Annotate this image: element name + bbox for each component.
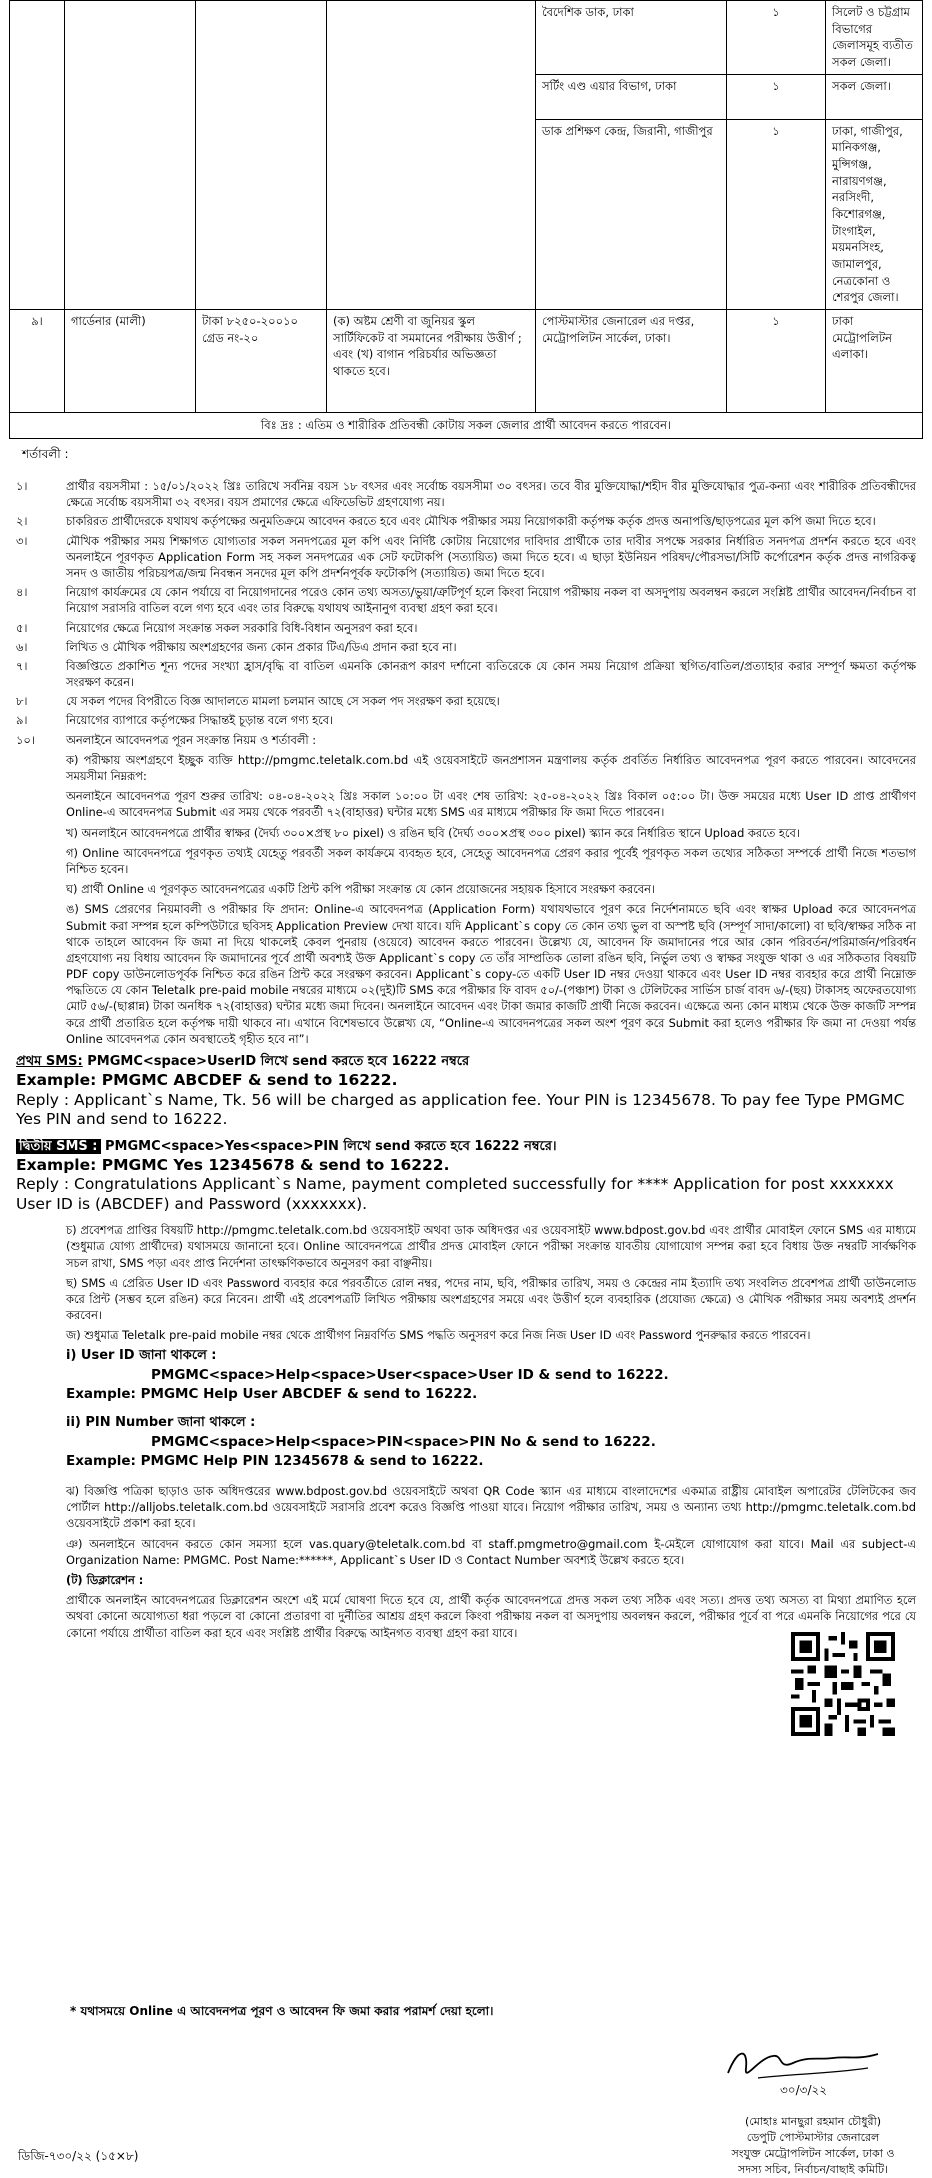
condition-number: ২।	[16, 514, 28, 529]
recover-pin-format: PMGMC<space>Help<space>PIN<space>PIN No & send to 16222.	[151, 1433, 656, 1450]
area-cell: সিলেট ও চট্টগ্রাম বিভাগের জেলাসমূহ ব্যতীত সকল জেলা।	[826, 1, 923, 75]
first-sms-block	[16, 1053, 916, 1130]
condition-item	[16, 658, 916, 690]
posts-table	[9, 0, 923, 439]
recover-user-format: PMGMC<space>Help<space>User<space>User ID & send to 16222.	[151, 1366, 669, 1383]
second-sms-reply: Reply : Congratulations Applicant`s Name, payment completed successfully for **** Application for post xxxxxxx User ID is (ABCDEF) and Password (xxxxxxx).	[16, 1175, 894, 1213]
recover-pin-title: ii) PIN Number জানা থাকলে :	[66, 1415, 256, 1431]
post-cell: গার্ডেনার (মালী)	[65, 310, 196, 413]
online-ka-dates: অনলাইনে আবেদনপত্র পূরণ শুরুর তারিখ: ০৪-০৪-২০২২ খ্রিঃ সকাল ১০:০০ টা এবং শেষ তারিখ: ২৫-০৪-২০২২ খ্রিঃ বিকাল ০৫:০০ টা। উক্ত সময়ের মধ্যে User ID প্রাপ্ত প্রার্থীগণ Online-এ আবেদনপত্র Submit এর সময় থেকে পরবর্তী ৭২(বাহাত্তর) ঘন্টার মধ্যে SMS এর মাধ্যমে পরীক্ষার ফি জমা দিতে পারবেন।	[66, 789, 916, 820]
condition-item	[16, 513, 916, 529]
condition-text: প্রার্থীর বয়সসীমা : ১৫/০১/২০২২ খ্রিঃ তারিখে সর্বনিম্ন বয়স ১৮ বৎসর এবং সর্বোচ্চ বয়সসীমা ৩০ বৎসর। তবে বীর মুক্তিযোদ্ধা/শহীদ বীর মুক্তিযোদ্ধার পুত্র-কন্যা এবং শারীরিক প্রতিবন্ধীদের ক্ষেত্রে সর্বোচ্চ বয়সসীমা ৩২ বৎসর। বয়স প্রমাণের ক্ষেত্রে এফিডেভিট গ্রহণযোগ্য নয়।	[66, 479, 916, 510]
signature-date: ৩০/৩/২২	[780, 2083, 828, 2097]
online-kha: খ) অনলাইনে আবেদনপত্রে প্রার্থীর স্বাক্ষর (দৈর্ঘ্য ৩০০×প্রস্থ ৮০ pixel) ও রঙিন ছবি (দৈর্ঘ্য ৩০০×প্রস্থ ৩০০ pixel) স্ক্যান করে নির্ধারিত স্থানে Upload করতে হবে।	[66, 825, 800, 840]
first-sms-reply: Reply : Applicant`s Name, Tk. 56 will be charged as application fee. Your PIN is 12345678. To pay fee Type PMGMC Yes PIN and send to 16222.	[16, 1090, 905, 1129]
table-row	[10, 310, 923, 413]
condition-item	[16, 639, 916, 655]
count-cell: ১	[727, 310, 826, 413]
condition-item	[16, 533, 916, 582]
condition-item	[16, 712, 916, 728]
signatory-office: সংযুক্ত মেট্রোপলিটন সার্কেল, ঢাকা ও	[731, 2146, 895, 2160]
count-cell: ১	[727, 119, 826, 309]
recover-pin-example: Example: PMGMC Help PIN 12345678 & send to 16222.	[66, 1452, 484, 1469]
footnote: * যথাসময়ে Online এ আবেদনপত্র পূরণ ও আবেদন ফি জমা করার পরামর্শ দেয়া হলো।	[70, 2004, 494, 2018]
condition-text: নিয়োগের ব্যাপারে কর্তৃপক্ষের সিদ্ধান্তই চূড়ান্ত বলে গণ্য হবে।	[66, 713, 334, 728]
second-sms-label: দ্বিতীয় SMS :	[16, 1139, 101, 1154]
office-cell: পোস্টমাস্টার জেনারেল এর দপ্তর, মেট্রোপলিটন সার্কেল, ঢাকা।	[536, 310, 727, 413]
condition-item	[16, 478, 916, 510]
recover-user-example: Example: PMGMC Help User ABCDEF & send to 16222.	[66, 1386, 478, 1403]
signatory-block	[708, 2114, 918, 2178]
condition-text: নিয়োগ কার্যক্রমের যে কোন পর্যায়ে বা নিয়োগদানের পরেও কোন তথ্য অসত্য/ভুয়া/ত্রুটিপূর্ণ হলে কিংবা নিয়োগ পরীক্ষায় নকল বা অসদুপায় অবলম্বন করলে সংশ্লিষ্ট প্রার্থীর আবেদন/নির্বাচন বা নিয়োগ সরাসরি বাতিল বলে গণ্য হবে এবং তার বিরুদ্ধে যথাযথ আইনানুগ ব্যবস্থা গ্রহণ করা হবে।	[66, 585, 916, 616]
first-sms-label: প্রথম SMS:	[16, 1054, 83, 1069]
signature-image	[718, 2038, 898, 2088]
condition-number: ৯।	[16, 713, 28, 728]
first-sms-format: PMGMC<space>UserID লিখে send করতে হবে 16222 নম্বরে	[87, 1054, 470, 1069]
condition-text: বিজ্ঞপ্তিতে প্রকাশিত শূন্য পদের সংখ্যা হ্রাস/বৃদ্ধি বা বাতিল এমনকি কোনরূপ কারণ দর্শানো ব্যতিরেকে যে কোন সময় নিয়োগ প্রক্রিয়া স্থগিত/বাতিল/প্রত্যাহার করার সম্পূর্ণ ক্ষমতা কর্তৃপক্ষ সংরক্ষণ করেন।	[66, 658, 916, 690]
condition-number: ৫।	[16, 620, 28, 635]
recovery-block	[66, 1347, 726, 1471]
condition-item	[16, 620, 916, 636]
online-ga: গ) Online আবেদনপত্রে পূরণকৃত তথ্যই যেহেতু পরবর্তী সকল কার্যক্রমে ব্যবহৃত হবে, সেহেতু আবেদনপত্র প্রেরণ করার পূর্বেই পূরণকৃত সকল তথ্যের সঠিকতা সম্পর্কে প্রার্থী নিজে শতভাগ নিশ্চিত হবেন।	[66, 845, 916, 876]
online-cha: চ) প্রবেশপত্র প্রাপ্তির বিষয়টি http://pmgmc.teletalk.com.bd ওয়েবসাইট অথবা ডাক অধিদপ্তর এর ওয়েবসাইট www.bdpost.gov.bd এবং প্রার্থীর মোবাইল ফোনে SMS এর মাধ্যমে (শুধুমাত্র যোগ্য প্রার্থীদের) যথাসময়ে জানানো হবে। Online আবেদনপত্রে প্রার্থীর প্রদত্ত মোবাইল ফোনে পরীক্ষা সংক্রান্ত যাবতীয় যোগাযোগ সম্পন্ন করা হবে বিধায় উক্ত নম্বরটি সার্বক্ষণিক সচল রাখা, SMS পড়া এবং প্রাপ্ত নির্দেশনা তাৎক্ষণিকভাবে অনুসরণ করা বাঞ্ছনীয়।	[66, 1223, 916, 1270]
condition-item	[16, 693, 916, 709]
online-ya: ঞ) অনলাইনে আবেদন করতে কোন সমস্যা হলে vas.quary@teletalk.com.bd বা staff.pmgmetro@gmail.com ই-মেইলে যোগাযোগ করা যাবে। Mail এর subject-এ Organization Name: PMGMC. Post Name:******, Applicant`s User ID ও Contact Number অবশ্যই উল্লেখ করতে হবে।	[66, 1536, 916, 1567]
qr-code-icon	[791, 1632, 895, 1736]
area-cell: সকল জেলা।	[826, 74, 923, 119]
online-uma: ঙ) SMS প্রেরণের নিয়মাবলী ও পরীক্ষার ফি প্রদান: Online-এ আবেদনপত্র (Application Form) যথাযথভাবে পূরণ করে নির্দেশনামতে ছবি এবং স্বাক্ষর Upload করে আবেদনপত্র Submit করা সম্পন্ন হলে কম্পিউটারে ছবিসহ Application Preview দেখা যাবে। যদি Applicant`s copy তে কোন তথ্য ভুল বা অস্পষ্ট ছবি (সম্পূর্ণ সাদা/কালো) বা ছবি/স্বাক্ষর সঠিক না থাকে তাহলে আবেদন ফি জমা না দিয়ে থাকলেই কেবল পুনরায় (ওয়েবে) আবেদন করতে পারবেন। উল্লেখ্য যে, আবেদন ফি জমাদানের পরে আর কোন পরিবর্তন/পরিমার্জন/পরিবর্ধন গ্রহণযোগ্য নয় বিধায় আবেদন ফি জমাদানের পূর্বে প্রার্থী অবশ্যই উক্ত Applicant`s copy তে তাঁর সাম্প্রতিক তোলা রঙিন ছবি, নির্ভুল তথ্য ও স্বাক্ষর সংযুক্ত থাকা ও এর সঠিকতার বিষয়টি PDF copy ডাউনলোডপূর্বক নিশ্চিত করে রঙিন প্রিন্ট করে সংরক্ষণ করবেন। Applicant`s copy-তে একটি User ID নম্বর দেওয়া থাকবে এবং User ID নম্বর ব্যবহার করে প্রার্থী নিম্নোক্ত পদ্ধতিতে যে কোন Teletalk pre-paid mobile নম্বরের মাধ্যমে ০২(দুই)টি SMS করে পরীক্ষার ফি বাবদ ৫০/-(পঞ্চাশ) টাকা ও টেলিটকের সার্ভিস চার্জ বাবদ ৬/-(ছয়) টাকাসহ অফেরতযোগ্য মোট ৫৬/-(ছাপ্পান্ন) টাকা অনধিক ৭২(বাহাত্তর) ঘন্টার মধ্যে জমা দিবেন। অনলাইনে আবেদন এবং টাকা জমার কাজটি প্রার্থী নিজে করবেন। এক্ষেত্রে অন্য কোন মাধ্যম থেকে উক্ত কাজটি সম্পন্ন করে প্রার্থী প্রতারিত হলে কর্তৃপক্ষ দায়ী থাকবে না। এখানে বিশেষভাবে উল্লেখ্য যে, “Online-এ আবেদনপত্রের সকল অংশ পূরণ করে Submit করা হলেও পরীক্ষার ফি জমা না দেওয়া পর্যন্ত Online আবেদনপত্র কোন অবস্থাতেই গৃহীত হবে না”।	[66, 902, 916, 1046]
table-row	[10, 1, 923, 75]
condition-number: ৩।	[16, 533, 28, 548]
condition-item	[16, 732, 916, 1047]
table-row	[10, 413, 923, 439]
online-ja: জ) শুধুমাত্র Teletalk pre-paid mobile নম্বর থেকে প্রার্থীগণ নিম্নবর্ণিত SMS পদ্ধতি অনুসরণ করে নিজ নিজ User ID এবং Password পুনরুদ্ধার করতে পারবেন।	[66, 1328, 811, 1343]
qualification-cell: (ক) অষ্টম শ্রেণী বা জুনিয়র স্কুল সার্টিফিকেট বা সমমানের পরীক্ষায় উত্তীর্ণ ; এবং (খ) বাগান পরিচর্যার অভিজ্ঞতা থাকতে হবে।	[327, 310, 536, 413]
condition-number: ৬।	[16, 639, 28, 654]
online-chha: ছ) SMS এ প্রেরিত User ID এবং Password ব্যবহার করে পরবর্তীতে রোল নম্বর, পদের নাম, ছবি, পরীক্ষার তারিখ, সময় ও কেন্দ্রের নাম ইত্যাদি তথ্য সংবলিত প্রবেশপত্র প্রার্থী ডাউনলোড করে প্রিন্ট (সম্ভব হলে রঙিন) করে নিবেন। প্রার্থী এই প্রবেশপত্রটি লিখিত পরীক্ষায় অংশগ্রহণের সময়ে এবং উত্তীর্ণ হলে ব্যবহারিক (প্রযোজ্য ক্ষেত্রে) ও মৌখিক পরীক্ষার সময় অবশ্যই প্রদর্শন করবেন।	[66, 1275, 916, 1323]
condition-text: লিখিত ও মৌখিক পরীক্ষায় অংশগ্রহণের জন্য কোন প্রকার টিএ/ডিএ প্রদান করা হবে না।	[66, 639, 457, 654]
condition-number: ১।	[16, 479, 28, 493]
table-note: বিঃ দ্রঃ : এতিম ও শারীরিক প্রতিবন্ধী কোটায় সকল জেলার প্রার্থী আবেদন করতে পারবেন।	[10, 413, 923, 439]
second-sms-example: Example: PMGMC Yes 12345678 & send to 16222.	[16, 1156, 450, 1175]
signatory-committee: সদস্য সচিব, নির্বাচন/বাছাই কমিটি।	[737, 2162, 889, 2176]
area-cell: ঢাকা মেট্রোপলিটন এলাকা।	[826, 310, 923, 413]
recover-user-title: i) User ID জানা থাকলে :	[66, 1348, 217, 1364]
office-cell: ডাক প্রশিক্ষণ কেন্দ্র, জিরানী, গাজীপুর	[536, 119, 727, 309]
conditions-list	[16, 478, 916, 1645]
condition-number: ৪।	[16, 585, 28, 600]
condition-number: ৮।	[16, 694, 28, 709]
office-cell: বৈদেশিক ডাক, ঢাকা	[536, 1, 727, 75]
condition-text: মৌখিক পরীক্ষার সময় শিক্ষাগত যোগ্যতার সকল সনদপত্রের মূল কপি এবং নির্দিষ্ট কোটায় নিয়োগের দাবিদার প্রার্থীকে তার দাবীর সপক্ষে সরকার নির্ধারিত সনদপত্র প্রদর্শন করতে হবে এবং অনলাইনে পূরণকৃত Application Form সহ সকল সনদপত্রের এক সেট ফটোকপি (সত্যায়িত) জমা দিতে হবে। এ ছাড়া ইউনিয়ন পরিষদ/পৌরসভা/সিটি কর্পোরেশন কর্তৃক প্রদত্ত নাগরিকত্ব সনদ ও জাতীয় পরিচয়পত্র/জন্ম নিবন্ধন সনদের মূল কপি প্রদর্শনপূর্বক ফটোকপি (সত্যায়িত) জমা দিতে হবে।	[66, 533, 916, 580]
signatory-name: (মোহাঃ মানছুরা রহমান চৌধুরী)	[744, 2115, 882, 2128]
count-cell: ১	[727, 74, 826, 119]
online-ka: ক) পরীক্ষায় অংশগ্রহণে ইচ্ছুক ব্যক্তি http://pmgmc.teletalk.com.bd এই ওয়েবসাইটে জনপ্রশাসন মন্ত্রণালয় কর্তৃক প্রবর্তিত নির্ধারিত আবেদনপত্র পূরণ করতে পারবেন। আবেদনের সময়সীমা নিম্নরূপ:	[66, 752, 916, 783]
count-cell: ১	[727, 1, 826, 75]
office-cell: সর্টিং এণ্ড এয়ার বিভাগ, ঢাকা	[536, 74, 727, 119]
condition-item	[16, 584, 916, 616]
conditions-title: শর্তাবলী :	[22, 447, 69, 461]
condition-text: যে সকল পদের বিপরীতে বিজ্ঞ আদালতে মামলা চলমান আছে সে সকল পদ সংরক্ষণ করা হয়েছে।	[66, 694, 500, 709]
first-sms-example: Example: PMGMC ABCDEF & send to 16222.	[16, 1071, 398, 1090]
condition-text: চাকরিরত প্রার্থীদেরকে যথাযথ কর্তৃপক্ষের অনুমতিক্রমে আবেদন করতে হবে এবং মৌখিক পরীক্ষার সময় নিয়োগকারী কর্তৃপক্ষ কর্তৃক প্রদত্ত অনাপত্তি/ছাড়পত্রের মূল কপি জমা দিতে হবে।	[66, 514, 876, 529]
online-gha: ঘ) প্রার্থী Online এ পূরণকৃত আবেদনপত্রের একটি প্রিন্ট কপি পরীক্ষা সংক্রান্ত যে কোন প্রয়োজনের সহায়ক হিসাবে সংরক্ষণ করবেন।	[66, 882, 655, 897]
condition-number: ৭।	[16, 658, 28, 673]
declaration-title: (ট) ডিক্লারেশন :	[66, 1572, 144, 1587]
condition-text: নিয়োগের ক্ষেত্রে নিয়োগ সংক্রান্ত সকল সরকারি বিধি-বিধান অনুসরণ করা হবে।	[66, 620, 418, 635]
pay-cell: টাকা ৮২৫০-২০০১০ গ্রেড নং-২০	[196, 310, 327, 413]
second-sms-block	[16, 1138, 916, 1215]
area-cell: ঢাকা, গাজীপুর, মানিকগঞ্জ, মুন্সিগঞ্জ, নারায়ণগঞ্জ, নরসিংদী, কিশোরগঞ্জ, টাংগাইল, ময়মনসিংহ, জামালপুর, নেত্রকোনা ও শেরপুর জেলা।	[826, 119, 923, 309]
online-jha: ঝ) বিজ্ঞপ্তি পত্রিকা ছাড়াও ডাক অধিদপ্তরের www.bdpost.gov.bd ওয়েবসাইটে অথবা QR Code স্ক্যান এর মাধ্যমে বাংলাদেশের একমাত্র রাষ্ট্রীয় মোবাইল অপারেটর টেলিটকের জব পোর্টাল http://alljobs.teletalk.com.bd ওয়েবসাইটে সরাসরি প্রবেশ করেও বিজ্ঞপ্তি পাওয়া যাবে। নিয়োগ পরীক্ষার তারিখ, সময় ও অন্যান্য তথ্য http://pmgmc.teletalk.com.bd ওয়েবসাইটে প্রকাশ করা হবে।	[66, 1484, 916, 1531]
footer-code: ডিজি-৭৩০/২২ (১৫×৮)	[18, 2149, 139, 2163]
condition-number: ১০।	[16, 732, 35, 747]
signatory-designation: ডেপুটি পোস্টমাস্টার জেনারেল	[746, 2130, 880, 2144]
condition-text: অনলাইনে আবেদনপত্র পূরন সংক্রান্ত নিয়ম ও শর্তাবলী :	[66, 732, 317, 747]
second-sms-format: PMGMC<space>Yes<space>PIN লিখে send করতে হবে 16222 নম্বরে।	[105, 1138, 557, 1154]
serial-cell: ৯।	[10, 310, 65, 413]
declaration-text: প্রার্থীকে অনলাইন আবেদনপত্রের ডিক্লারেশন অংশে এই মর্মে ঘোষণা দিতে হবে যে, প্রার্থী কর্তৃক আবেদনপত্রে প্রদত্ত সকল তথ্য সঠিক এবং সত্য। প্রদত্ত তথ্য অসত্য বা মিথ্যা প্রমাণিত হলে অথবা কোনো অযোগ্যতা ধরা পড়লে বা কোনো প্রতারণা বা দুর্নীতির আশ্রয় গ্রহণ করলে কিংবা পরীক্ষায় নকল বা অসদুপায় অবলম্বন করলে, পরীক্ষার পূর্বে বা পরে এমনকি নিয়োগের পরে যে কোনো পর্যায়ে প্রার্থীতা বাতিল করা হবে এবং সংশ্লিষ্ট প্রার্থীর বিরুদ্ধে আইনগত ব্যবস্থা গ্রহণ করা যাবে।	[66, 1593, 916, 1640]
online-cont	[16, 1222, 916, 1641]
